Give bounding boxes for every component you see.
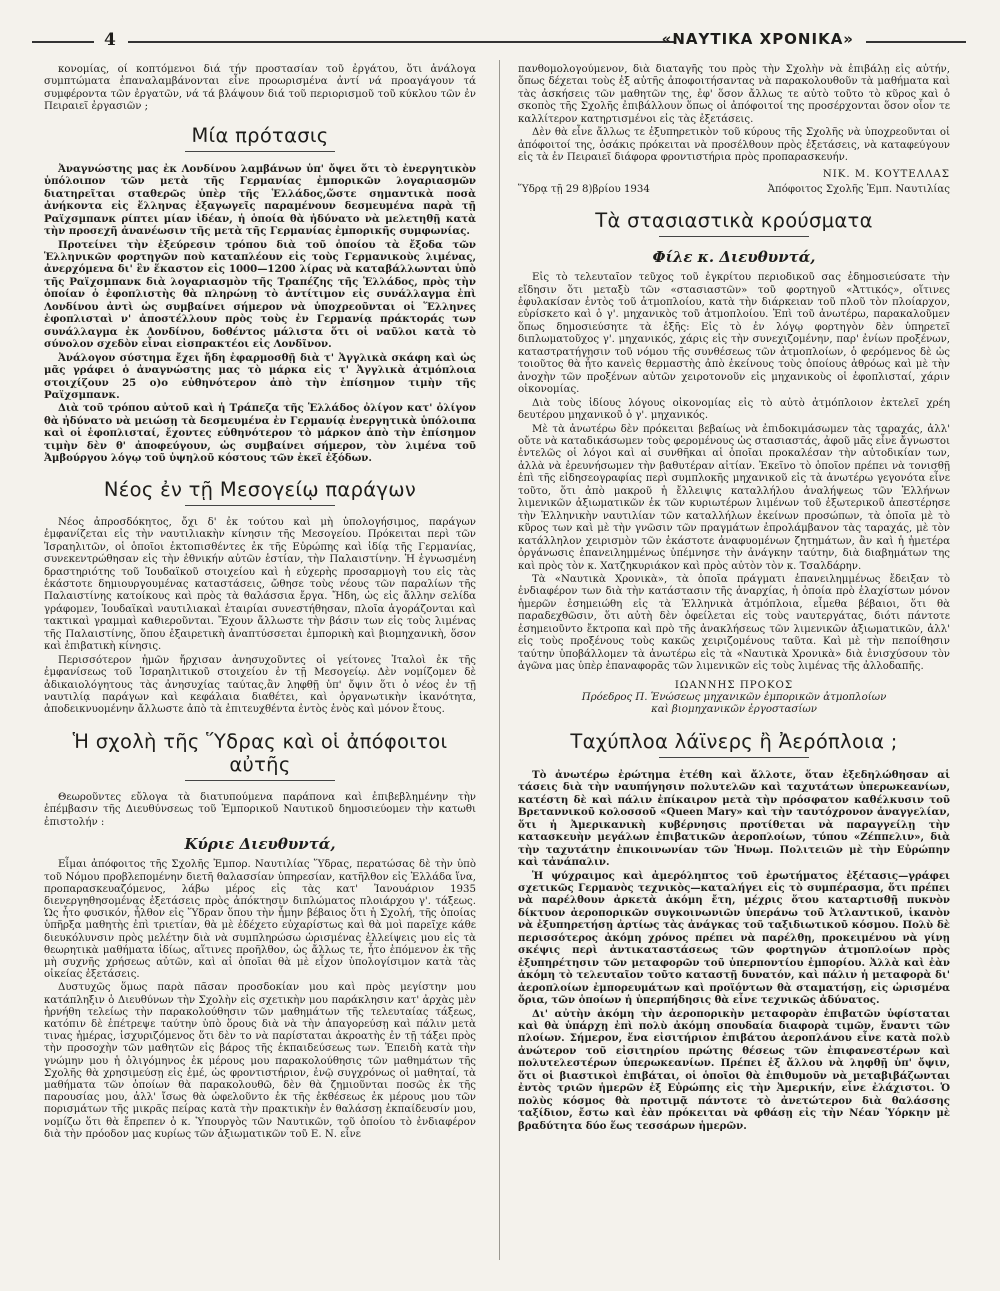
article-title: Ἡ σχολὴ τῆς Ὕδρας καὶ οἱ ἀπόφοιτοι αὐτῆς <box>72 729 448 776</box>
article-title: Νέος ἐν τῇ Μεσογείῳ παράγων <box>103 477 417 501</box>
article-paragraph: Διὰ τοὺς ἰδίους λόγους οἰκονομίας εἰς τὸ αὐτὸ ἀτμόπλοιον ἐκτελεῖ χρέη δευτέρου μηχανικοῦ ὁ γ'. μηχανικός. <box>518 397 950 422</box>
continued-text: κονομίας, οί κοπτόμενοι διά τήν προστασίαν τοῦ ἐργάτου, ὅτι ἀνάλογα συμπτώματα ἐπαναλαμβάνονται εἶνε προωρισμένα ἀντί νά προαγάγουν τά συμφέροντα τῶν ἐργατῶν, νά τά βλάψουν διά τοῦ περιορισμοῦ τοῦ κύκλου τῶν ἐν Πειραιεῖ ἐργασιῶν ; <box>44 64 476 113</box>
letter-signature-title: Ἀπόφοιτος Σχολῆς Ἐμπ. Ναυτιλίας <box>767 183 950 195</box>
page-header <box>32 30 966 54</box>
article-paragraph: Δυστυχῶς ὅμως παρὰ πᾶσαν προσδοκίαν μου καὶ πρὸς μεγίστην μου κατάπληξιν ὁ Διευθύνων τὴν Σχολὴν εἰς σχετικὴν μου παράκλησιν κατ' ἀρχὰς μὲν ἠρνήθη τελείως τὴν παρακολούθησιν τῶν μαθημάτων τῆς τελευταίας τάξεως, κατόπιν δὲ ἐπέτρεψε ταύτην ὑπὸ ὅρους διὰ νὰ τὴν ἀπαγορεύσῃ καὶ πάλιν μετὰ τινας ἡμέρας, ἰσχυριζόμενος ὅτι δὲν το νὰ παρίσταται ἀκροατὴς ἐν τῇ τάξει πρὸς τὴν προσοχὴν τῶν μαθητῶν εἰς βάρος τῆς ἐκπαιδεύσεως των. Ἐπειδὴ κατὰ τὴν γνώμην μου ἡ ὀλιγόμηνος ἐκ μέρους μου παρακολούθησις τῶν μαθημάτων τῆς Σχολῆς θὰ χρησιμεύσῃ εἰς ἐμέ, ὡς φροντιστήριον, ἐνῷ συγχρόνως οἱ μαθηταί, τὰ μαθήματα τῶν ὁποίων θὰ παρακολουθῶ, δὲν θὰ ζημιοῦνται ποσῶς ἐκ τῆς παρουσίας μου, ἀλλ' ἴσως θὰ ὠφελοῦντο ἐκ τῆς ἐκθέσεως ἐκ μέρους μου τῶν πορισμάτων τῆς μικρᾶς πείρας κατὰ τὴν πρακτικὴν ἐν θαλάσσῃ ἐκπαίδευσίν μου, νομίζω ὅτι θὰ ἔπρεπεν ὁ κ. Ὑπουργὸς τῶν Ναυτικῶν, τοῦ ὁποίου τὸ ἐνδιαφέρον διὰ τὴν πρόοδον μας κυρίως τῶν ἀξιωματικῶν τοῦ Ε. Ν. εἶνε <box>44 982 476 1140</box>
letter-signature-name: ΙΩΑΝΝΗΣ ΠΡΟΚΟΣ <box>674 679 794 691</box>
letter-signature-row <box>518 184 950 196</box>
article-paragraph: Τὸ ἀνωτέρω ἐρώτημα ἐτέθη καὶ ἄλλοτε, ὅταν ἐξεδηλώθησαν αἱ τάσεις διὰ τὴν ναυπήγησιν πολυτελῶν καὶ ταχυτάτων ὑπερωκεανίων, κατέστη δὲ καὶ πάλιν ἐπίκαιρον μετὰ τὴν πρόσφατον καθέλκυσιν τοῦ Βρεταννικοῦ κολοσσοῦ «Queen Mary» καὶ τὴν ταυτόχρονον ἀναγγελίαν, ὅτι ἡ Ἀμερικανικὴ κυβέρνησις προτίθεται νὰ παραγγείλῃ τὴν κατασκευὴν μεγάλων ἐπιβατικῶν ἀεροπλοίων, τύπου «Ζέππελιν», διὰ τὴν ταχυτάτην ἐπικοινωνίαν τῶν Ἡνωμ. Πολιτειῶν μὲ τὴν Εὐρώπην καὶ τἀνάπαλιν. <box>518 768 950 869</box>
journal-title: «ΝΑΥΤΙΚΑ ΧΡΟΝΙΚΑ» <box>661 30 854 48</box>
continued-text: πανθομολογούμενον, διὰ διαταγῆς του πρὸς τὴν Σχολὴν νὰ ἐπιβάλῃ εἰς αὐτήν, ὅπως δέχεται τοὺς ἐξ αὐτῆς ἀποφοιτήσαντας νὰ παρακολουθοῦν τὰ μαθήματα καὶ τὰς ἀσκήσεις τῶν μαθητῶν της, ἐφ' ὅσον ἄλλως τε αὐτὸ τοῦτο τὸ κῦρος καὶ ὁ σκοπὸς τῆς Σχολῆς ἐπιβάλλουν ὅπως οἱ ἀπόφοιτοί της προσέρχονται ὅσον οἷον τε καλλίτερον κατηρτισμένοι εἰς τὰς ἐξετάσεις. <box>518 64 950 125</box>
article-paragraph: Μὲ τὰ ἀνωτέρω δὲν πρόκειται βεβαίως νὰ ἐπιδοκιμάσωμεν τὰς ταραχάς, ἀλλ' οὔτε νὰ καταδικάσωμεν τοὺς φερομένους ὡς στασιαστάς, ἀφοῦ μᾶς εἶνε ἄγνωστοι ἐντελῶς οἱ λόγοι καὶ αἱ συνθῆκαι αἱ ὁποῖαι προκαλέσαν τὴν αὐτοδικίαν των, ἀλλὰ νὰ ἐρευνήσωμεν τὴν βαθυτέραν αἰτίαν. Ἐκεῖνο τὸ ὁποῖον πρέπει νὰ τονισθῇ ἐπὶ τῆς εἰδησεογραφίας περὶ συμπλοκῆς μηχανικοῦ εἰς τὰ ἀνωτέρω γεγονότα εἶνε τοῦτο, ὅτι ἀπὸ μακροῦ ἡ ἔλλειψις καταλλήλου ἀναλήψεως τῶν Ἑλλήνων λιμενικῶν ἀξιωματικῶν ἐκ τῶν κυριωτέρων λιμένων τοῦ ἐξωτερικοῦ ἀπεστέρησε τὴν Ἑλληνικὴν ναυτιλίαν τῶν καταλλήλων ἐκείνων προσώπων, τὰ ὁποῖα μὲ τὸ κῦρος των καὶ μὲ τὴν γνῶσιν τῶν πραγμάτων ἐπρολάμβανον τὰς ταραχάς, μὲ τὸν κατάλληλον χειρισμὸν τῶν ἑκάστοτε ἀναφυομένων ζητημάτων, ἂν καὶ ἡ ἡμετέρα ὀργάνωσις ἐπανειλημμένως ὑπέμνησε τὴν ἀνάγκην ταύτην, διὰ διαβημάτων της καὶ πρὸς τὸν κ. Χατζηκυριάκον καὶ πρὸς αὐτὸν τὸν κ. Τσαλδάρην. <box>518 423 950 572</box>
column-divider <box>499 60 500 1260</box>
article-paragraph: Προτείνει τὴν ἐξεύρεσιν τρόπου διὰ τοῦ ὁποίου τὰ ἔξοδα τῶν Ἑλληνικῶν φορτηγῶν ποὺ καταπλέουν εἰς τοὺς Γερμανικοὺς λιμένας, ἀνερχόμενα δι' ἓν ἕκαστον εἰς 1000—1200 λίρας νὰ καταβάλλωνται ὑπὸ τῆς Ραϊχσμπανκ διὰ λογαριασμὸν τῆς Τραπέζης τῆς Ἑλλάδος, πρὸς τὴν ὁποίαν ὁ ἐφοπλιστὴς θὰ πληρώνῃ τὸ ἀντίτιμον εἰς συνάλλαγμα ἐπὶ Λονδίνου ἀντὶ ὡς συμβαίνει σήμερον νὰ ὑποχρεοῦνται οἱ Ἕλληνες ἐφοπλισταὶ ν' ἀποστέλλουν πρὸς τοὺς ἐν Γερμανίᾳ πράκτοράς των συνάλλαγμα ἐκ Λονδίνου, δοθέντος μάλιστα ὅτι οἱ ναῦλοι κατὰ τὸ σύνολον σχεδὸν εἶναι εἰσπρακτέοι εἰς Λονδῖνον. <box>44 238 476 351</box>
article-paragraph: Δι' αὐτὴν ἀκόμη τὴν ἀεροπορικὴν μεταφορὰν ἐπιβατῶν ὑφίσταται καὶ θὰ ὑπάρχῃ ἐπὶ πολὺ ἀκόμη σπουδαία διαφορὰ τιμῶν, ἔναντι τῶν πλοίων. Σήμερον, ἕνα εἰσιτήριον ἐπιβάτου ἀεροπλάνου εἶνε κατὰ πολὺ ἀνώτερον τοῦ εἰσιτηρίου πρώτης θέσεως τῶν ἐπιφανεστέρων καὶ πολυτελεστέρων ὑπερωκεανίων. Πρέπει ἐξ ἄλλου νὰ ληφθῇ ὑπ' ὄψιν, ὅτι οἱ βιαστικοὶ ἐπιβάται, οἱ ὁποῖοι θὰ ἐπιθυμοῦν νὰ μεταβιβάζωνται ἐντὸς τριῶν ἡμερῶν ἐξ Εὐρώπης εἰς τὴν Ἀμερικήν, εἶνε ἐλάχιστοι. Ὁ πολὺς κόσμος θὰ προτιμᾷ πάντοτε τὸ ἀνετώτερον διὰ θαλάσσης ταξίδιον, ἔστω καὶ ἐὰν πρόκειται νὰ φθάσῃ εἰς τὴν Νέαν Ὑόρκην μὲ βραδύτητα δύο ἕως τεσσάρων ἡμερῶν. <box>518 1007 950 1132</box>
article-title: Ταχύπλοα λάϊνερς ἢ Ἀερόπλοια ; <box>570 729 898 753</box>
right-column <box>518 64 950 1133</box>
left-column <box>44 64 476 1142</box>
article-title: Τὰ στασιαστικὰ κρούσματα <box>595 209 873 233</box>
article-paragraph: Νέος ἀπροσδόκητος, ὄχι δ' ἐκ τούτου καὶ μὴ ὑπολογήσιμος, παράγων ἐμφανίζεται εἰς τὴν ναυτιλιακὴν κίνησιν τῆς Μεσογείου. Πρόκειται περὶ τῶν Ἰσραηλιτῶν, οἱ ὁποῖοι ἐκτοπισθέντες ἐκ τῆς Εὐρώπης καὶ ἰδίᾳ τῆς Γερμανίας, συνεκεντρώθησαν εἰς τὴν ἐθνικήν αὐτῶν ἑστίαν, τὴν Παλαιστίνην. Ἡ ἐγνωσμένη δραστηριότης τοῦ Ἰουδαϊκοῦ στοιχείου καὶ ἡ εὐχερὴς προσαρμογὴ του εἰς τὰς ἑκάστοτε δημιουργουμένας καταστάσεις, ὤθησε τοὺς νέους τῶν παραλίων τῆς Παλαιστίνης κατοίκους καὶ πρὸς τὰ θαλάσσια ἔργα. Ἤδη, ὡς εἰς ἄλλην σελίδα γράφομεν, Ἰουδαϊκαὶ ναυτιλιακαὶ ἑταιρίαι συνεστήθησαν, πλοῖα ἀγοράζονται καὶ τακτικαὶ γραμμαὶ καθιεροῦνται. Ἔχουν ἄλλωστε τὴν βάσιν των εἰς τοὺς λιμένας τῆς Παλαιστίνης, ὅπου ἐξαιρετικὴ ἀναπτύσσεται ἐμπορικὴ καὶ βιομηχανικὴ, ὅσον καὶ ἐπιβατικὴ κίνησις. <box>44 516 476 653</box>
article-paragraph: Τὰ «Ναυτικὰ Χρονικὰ», τὰ ὁποῖα πράγματι ἐπανειλημμένως ἔδειξαν τὸ ἐνδιαφέρον των διὰ τὴν κατάστασιν τῆς ἀναρχίας, ἡ ὁποία πρὸ ἐλαχίστων μόνον ἡμερῶν ἐσημειώθη εἰς τὰ Ἑλληνικὰ ἀτμόπλοια, εἶμεθα βέβαιοι, ὅτι θὰ παραδεχθῶσιν, ὅτι αὐτὴ δὲν ὀφείλεται εἰς τοὺς ναυτεργάτας, διότι πάντοτε ἐσημειοῦντο ἔκτροπα καὶ πρὸ τῆς ἀνακλήσεως τῶν λιμενικῶν ἀξιωματικῶν, ἀλλ' εἰς τοὺς προξένους τοὺς κακῶς χειριζομένους ταῦτα. Καὶ μὲ τὴν πεποίθησιν ταύτην ὑποβάλλομεν τὰ ἀνωτέρω εἰς τὰ «Ναυτικὰ Χρονικὰ» διὰ ἐνισχύσουν τὸν ἀγῶνα μας ὑπὲρ ἐπαναφορᾶς τῶν λιμενικῶν εἰς τοὺς λιμένας τῆς ἀλλοδαπῆς. <box>518 573 950 673</box>
title-underline <box>185 505 335 506</box>
article-paragraph: Δὲν θὰ εἶνε ἄλλως τε ἐξυπηρετικὸν τοῦ κύρους τῆς Σχολῆς νὰ ὑποχρεοῦνται οἱ ἀπόφοιτοί της, ὁσάκις πρόκειται νὰ προσέλθουν πρὸς ἐξετάσεις, νὰ καταφεύγουν εἰς τὰ ἐν Πειραιεῖ διάφορα φροντιστήρια πρὸς προπαρασκευήν. <box>518 127 950 164</box>
article-paragraph: Ἀναγνώστης μας ἐκ Λονδίνου λαμβάνων ὑπ' ὄψει ὅτι τὸ ἐνεργητικὸν ὑπόλοιπον τῶν μετὰ τῆς Γερμανίας ἐμπορικῶν λογαριασμῶν διατηρεῖται σταθερῶς ὑπὲρ τῆς Ἑλλάδος,ὥστε σημαντικὰ ποσὰ ἀνήκοντα εἰς ἕλληνας ἐξαγωγεῖς παραμένουν δεσμευμένα παρὰ τῇ Ραϊχσμπανκ ρίπτει μίαν ἰδέαν, ἡ ὁποία θὰ ἠδύνατο νὰ μελετηθῇ κατὰ τὴν προσεχῆ ἀνανέωσιν τῆς μετὰ τῆς Γερμανίας ἐμπορικῆς συμφωνίας. <box>44 162 476 238</box>
header-rule <box>32 41 94 43</box>
title-underline <box>659 757 809 758</box>
header-rule <box>866 41 966 43</box>
article-paragraph: Εἰς τὸ τελευταῖον τεῦχος τοῦ ἐγκρίτου περιοδικοῦ σας ἐδημοσιεύσατε τὴν εἴδησιν ὅτι μεταξὺ τῶν «στασιαστῶν» τοῦ φορτηγοῦ «Ἀττικός», οἵτινες ἐφυλακίσαν ἐντὸς τοῦ ἀτμοπλοίου, κατὰ τὴν διάρκειαν τοῦ πλοῦ τὸν πλοίαρχον, εὑρίσκετο καὶ ὁ γ'. μηχανικὸς τοῦ ἀτμοπλοίου. Ἐπὶ τοῦ ἀνωτέρω, παρακαλοῦμεν ὅπως δημοσιεύσητε τὰ ἑξῆς: Εἰς τὸ ἐν λόγῳ φορτηγὸν δὲν ὑπηρετεῖ διπλωματοῦχος γ'. μηχανικός, χάρις εἰς τὴν συνεχιζομένην, παρ' ἐνίων προξένων, καταστρατήγησιν τοῦ νόμου τῆς συνθέσεως τῶν ἀτμοπλοίων, ὁ φερόμενος δὲ ὡς τοιοῦτος θὰ ἦτο κανεὶς θερμαστὴς ἀπὸ ἐκείνους τοὺς ὁποίους ἀθρόως καὶ μὲ τὴν ἀνοχὴν τῶν προξένων αὐτῶν χειροτονοῦν εἰς μηχανικοὺς οἱ ἐφοπλισταί, χάριν οἰκονομίας. <box>518 272 950 396</box>
title-underline <box>659 236 809 237</box>
page-number: 4 <box>104 30 116 50</box>
article-intro: Θεωροῦντες εὔλογα τὰ διατυπούμενα παράπονα καὶ ἐπιβεβλημένην τὴν ἐπέμβασιν τῆς Διευθύνσεως τοῦ Ἐμπορικοῦ Ναυτικοῦ δημοσιεύομεν τὴν κατωθι ἐπιστολήν : <box>44 791 476 828</box>
letter-signature-title: καὶ βιομηχανικῶν ἐργοστασίων <box>651 704 817 716</box>
title-underline <box>185 151 335 152</box>
letter-salutation: Κύριε Διευθυντά, <box>184 835 336 854</box>
article-paragraph: Εἶμαι ἀπόφοιτος τῆς Σχολῆς Ἐμπορ. Ναυτιλίας Ὕδρας, περατώσας δὲ τὴν ὑπὸ τοῦ Νόμου προβλεπομένην διετῆ θαλασσίαν ὑπηρεσίαν, κατῆλθον εἰς Ἑλλάδα ἵνα, προπαρασκευαζόμενος, λάβω μέρος εἰς τὰς κατ' Ἰανουάριον 1935 διενεργηθησομένας ἐξετάσεις πρὸς ἀπόκτησιν διπλώματος πλοιάρχου γ'. τάξεως. Ὡς ἦτο φυσικόν, ἦλθον εἰς Ὕδραν ὅπου τὴν ἦμην βέβαιος ὅτι ἡ Σχολή, τῆς ὁποίας ὑπῆρξα μαθητὴς ἐπὶ τριετίαν, θὰ μὲ ἐδέχετο εὐχαρίστως καὶ θὰ μοὶ παρεῖχε κάθε διευκόλυνσιν πρὸς μελέτην διὰ νὰ συμπληρώσω ὡρισμένας ἐλλείψεις μου εἰς τὰ θεωρητικὰ μαθήματα ἰδίως, αἵτινες προῆλθον, ὡς ἄλλως τε, ἦτο ἑπόμενον ἐκ τῆς μὴ συχνῆς χρήσεως αὐτῶν, καὶ αἱ ὁποῖαι θὰ μὲ εἶχον ὑπολογίσιμον κατὰ τὰς οἰκείας ἐξετάσεις. <box>44 859 476 981</box>
header-rule <box>128 41 674 43</box>
letter-signature-name: ΝΙΚ. Μ. ΚΟΥΤΕΛΛΑΣ <box>822 168 950 180</box>
letter-signature-title: Πρόεδρος Π. Ἑνώσεως μηχανικῶν ἐμπορικῶν ἀτμοπλοίων <box>581 692 887 704</box>
letter-place-date: Ὕδρᾳ τῇ 29 8)βρίου 1934 <box>518 183 650 195</box>
article-paragraph: Ἡ ψύχραιμος καὶ ἀμερόληπτος τοῦ ἐρωτήματος ἐξέτασις—γράφει σχετικῶς Γερμανὸς τεχνικὸς—καταλήγει εἰς τὸ συμπέρασμα, ὅτι πρέπει νὰ παρέλθουν ἀρκετὰ ἀκόμη ἔτη, μέχρις ὅτου καταρτισθῇ πυκνὸν δίκτυον ἀεροπορικῶν συγκοινωνιῶν ὑπεράνω τοῦ Ἀτλαντικοῦ, ἱκανὸν νὰ ἐξυπηρετήσῃ ἀρτίως τὰς ἀνάγκας τοῦ ταξιδιωτικοῦ κόσμου. Πολὺ δὲ περισσότερος ἀκόμη χρόνος πρέπει νὰ παρέλθῃ, προκειμένου νὰ γίνῃ σκέψις περὶ ἀντικαταστάσεως τῶν φορτηγῶν ἀτμοπλοίων πρὸς ἐξυπηρέτησιν τῶν μεταφορῶν τοῦ ὑπερποντίου ἐμπορίου. Ἀλλὰ καὶ ἐὰν ἀκόμη τὸ τελευταῖον τοῦτο καταστῇ δυνατόν, καὶ πάλιν ἡ μεταφορὰ δι' ἀεροπλοίων ἐμπορευμάτων καὶ προϊόντων θὰ σταματήσῃ, εἰς ὡρισμένα ὅρια, τῶν ὁποίων ἡ ὑπερπήδησις θὰ εἶνε τεχνικῶς ἀδύνατος. <box>518 869 950 1007</box>
article-paragraph: Διὰ τοῦ τρόπου αὐτοῦ καὶ ἡ Τράπεζα τῆς Ἑλλάδος ὀλίγον κατ' ὀλίγον θὰ ἠδύνατο νὰ μειώσῃ τὰ δεσμευμένα ἐν Γερμανίᾳ ἐνεργητικὰ ὑπόλοιπα καὶ οἱ ἐφοπλισταί, ἔχοντες εὐθηνότερον τὸ μάρκον ἀπὸ τὴν ἐπίσημον τιμὴν δὲν θ' ἀποφεύγουν, ὡς συμβαίνει σήμερον, τὸν λιμένα τοῦ Ἀμβούργου λόγῳ τοῦ ὑψηλοῦ κόστους τῶν ἐκεῖ ἐξόδων. <box>44 402 476 465</box>
letter-salutation: Φίλε κ. Διευθυντά, <box>652 248 816 267</box>
article-paragraph: Περισσότερον ἡμῶν ἤρχισαν ἀνησυχοῦντες οἱ γείτονες Ἰταλοὶ ἐκ τῆς ἐμφανίσεως τοῦ Ἰσραηλιτικοῦ στοιχείου ἐν τῇ Μεσογείῳ. Δὲν νομίζομεν δὲ ἀδικαιολόγητους τὰς ἀνησυχίας ταύτας,ἂν ληφθῇ ὑπ' ὄψιν ὅτι ὁ νέος ἐν τῇ ναυτιλίᾳ παράγων καὶ κεφάλαια διαθέτει, καὶ ὀργανωτικὴν ἱκανότητα, ἀποδεικνυομένην ἄλλωστε ἀπὸ τὰ ἐπιτευχθέντα ἐντὸς ἐνὸς καὶ μόνον ἔτους. <box>44 654 476 716</box>
article-paragraph: Ἀνάλογον σύστημα ἔχει ἤδη ἐφαρμοσθῇ διὰ τ' Ἀγγλικὰ σκάφη καὶ ὡς μᾶς γράφει ὁ ἀναγνώστης μας τὸ μάρκα εἰς τ' Ἀγγλικὰ ἀτμόπλοια στοιχίζουν 25 ο)ο εὐθηνότερον ἀπὸ τὴν ἐπίσημον τιμὴν τῆς Ραϊχσμπανκ. <box>44 351 476 401</box>
article-title: Μία πρότασις <box>191 123 329 147</box>
title-underline <box>185 780 335 781</box>
